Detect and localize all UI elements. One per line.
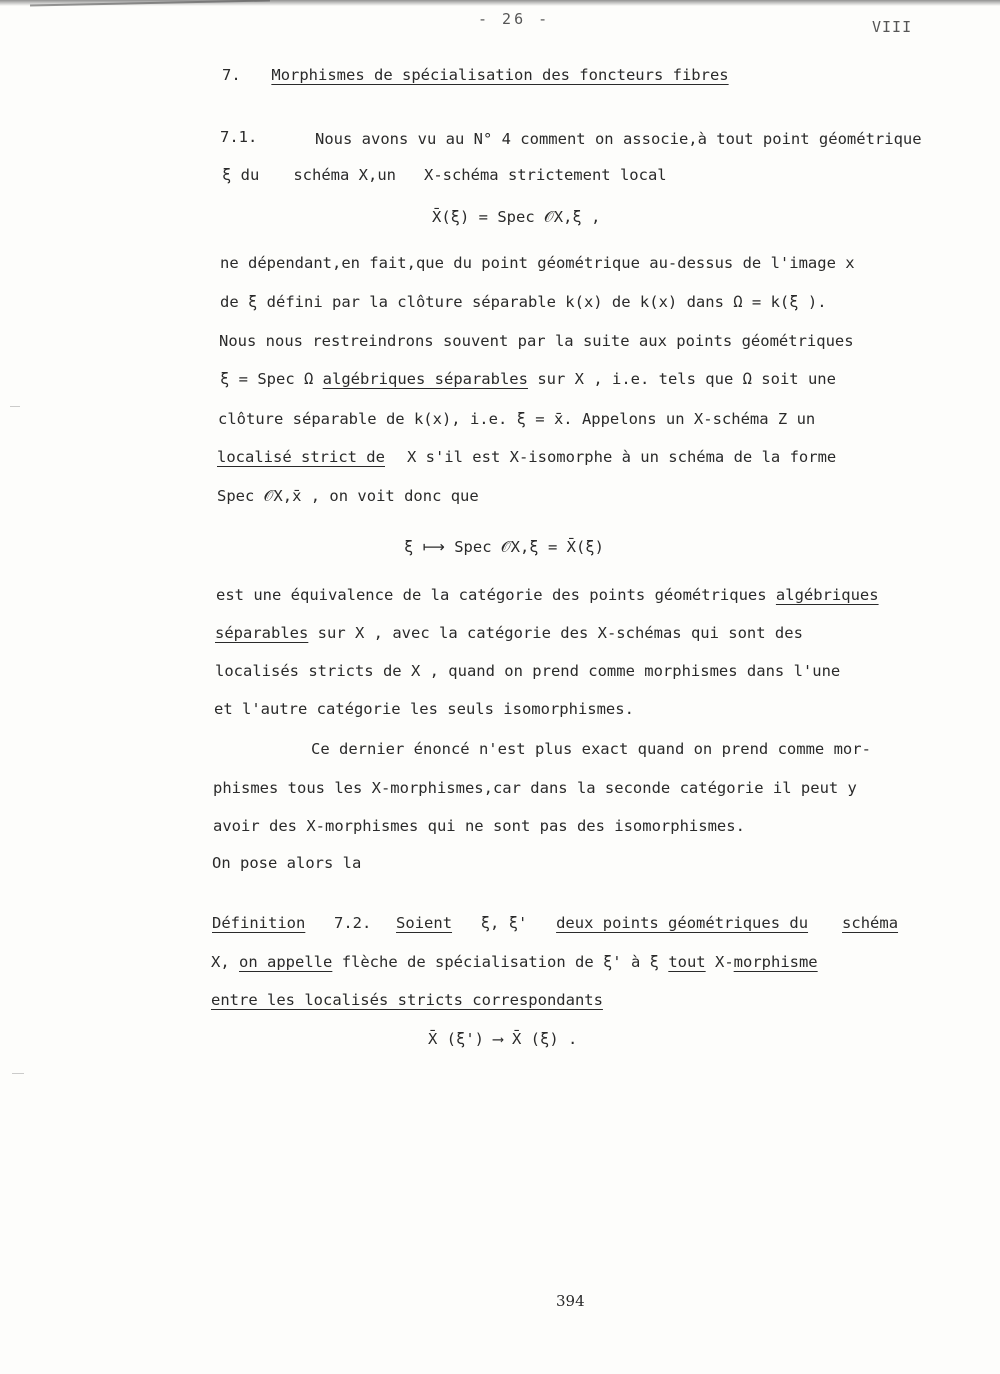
scan-mark: [12, 1073, 24, 1074]
para-7-1-line-10: est une équivalence de la catégorie des points géométriques algébriques: [216, 586, 879, 604]
para-2-line-1: Ce dernier énoncé n'est plus exact quand on prend comme mor-: [311, 740, 871, 758]
formula-strict-localization: X̄(ξ) = Spec 𝒪X,ξ ,: [432, 208, 601, 226]
para-2-line-4: On pose alors la: [212, 854, 362, 872]
para-7-1-line-9: Spec 𝒪X,x̄ , on voit donc que: [217, 487, 479, 505]
page-number: 394: [556, 1292, 585, 1310]
para-2-line-2: phismes tous les X-morphismes,car dans la seconde catégorie il peut y: [213, 779, 857, 797]
para-7-1-line-11: séparables sur X , avec la catégorie des X-schémas qui sont des: [215, 624, 803, 642]
definition-number: 7.2.: [334, 914, 372, 932]
para-7-1-line-4: de ξ défini par la clôture séparable k(x) de k(x) dans Ω = k(ξ ).: [220, 293, 827, 311]
section-heading: [222, 66, 729, 85]
para-7-1-line-12: localisés stricts de X , quand on prend comme morphismes dans l'une: [215, 662, 841, 680]
formula-specialization-arrow: X̄ (ξ') ⟶ X̄ (ξ) .: [428, 1030, 578, 1048]
header-chapter: VIII: [872, 18, 913, 36]
formula-equivalence: ξ ⟼ Spec 𝒪X,ξ = X̄(ξ): [404, 538, 604, 556]
para-2-line-3: avoir des X-morphismes qui ne sont pas des isomorphismes.: [213, 817, 745, 835]
para-7-1-line-8: localisé strict de X s'il est X-isomorphe à un schéma de la forme: [217, 448, 837, 466]
para-7-1-line-5: Nous nous restreindrons souvent par la suite aux points géométriques: [219, 332, 854, 350]
para-7-1-line-3: ne dépendant,en fait,que du point géométrique au-dessus de l'image x: [220, 254, 855, 272]
section-number: 7.: [222, 66, 241, 84]
section-title: Morphismes de spécialisation des foncteurs fibres: [271, 66, 729, 84]
para-7-1-line-13: et l'autre catégorie les seuls isomorphismes.: [214, 700, 634, 718]
para-7-1-line-1: Nous avons vu au N° 4 comment on associe,à tout point géométrique: [315, 130, 922, 148]
scan-mark: [10, 406, 20, 407]
definition-line-1: Définition 7.2. Soient ξ, ξ' deux points géométriques du schéma: [212, 914, 899, 932]
para-7-1-line-2: ξ du schéma X,un X-schéma strictement local: [222, 166, 667, 184]
definition-label: Définition: [212, 914, 306, 932]
definition-line-3: entre les localisés stricts correspondants: [211, 991, 603, 1009]
para-7-1-line-6: ξ = Spec Ω algébriques séparables sur X , i.e. tels que Ω soit une: [220, 370, 836, 388]
header-page-marker: - 26 -: [478, 10, 551, 28]
para-7-1-label: 7.1.: [220, 128, 258, 146]
definition-line-2: X, on appelle flèche de spécialisation de ξ' à ξ tout X-morphisme: [211, 953, 818, 971]
para-7-1-line-7: clôture séparable de k(x), i.e. ξ = x̄. Appelons un X-schéma Z un: [218, 410, 816, 428]
